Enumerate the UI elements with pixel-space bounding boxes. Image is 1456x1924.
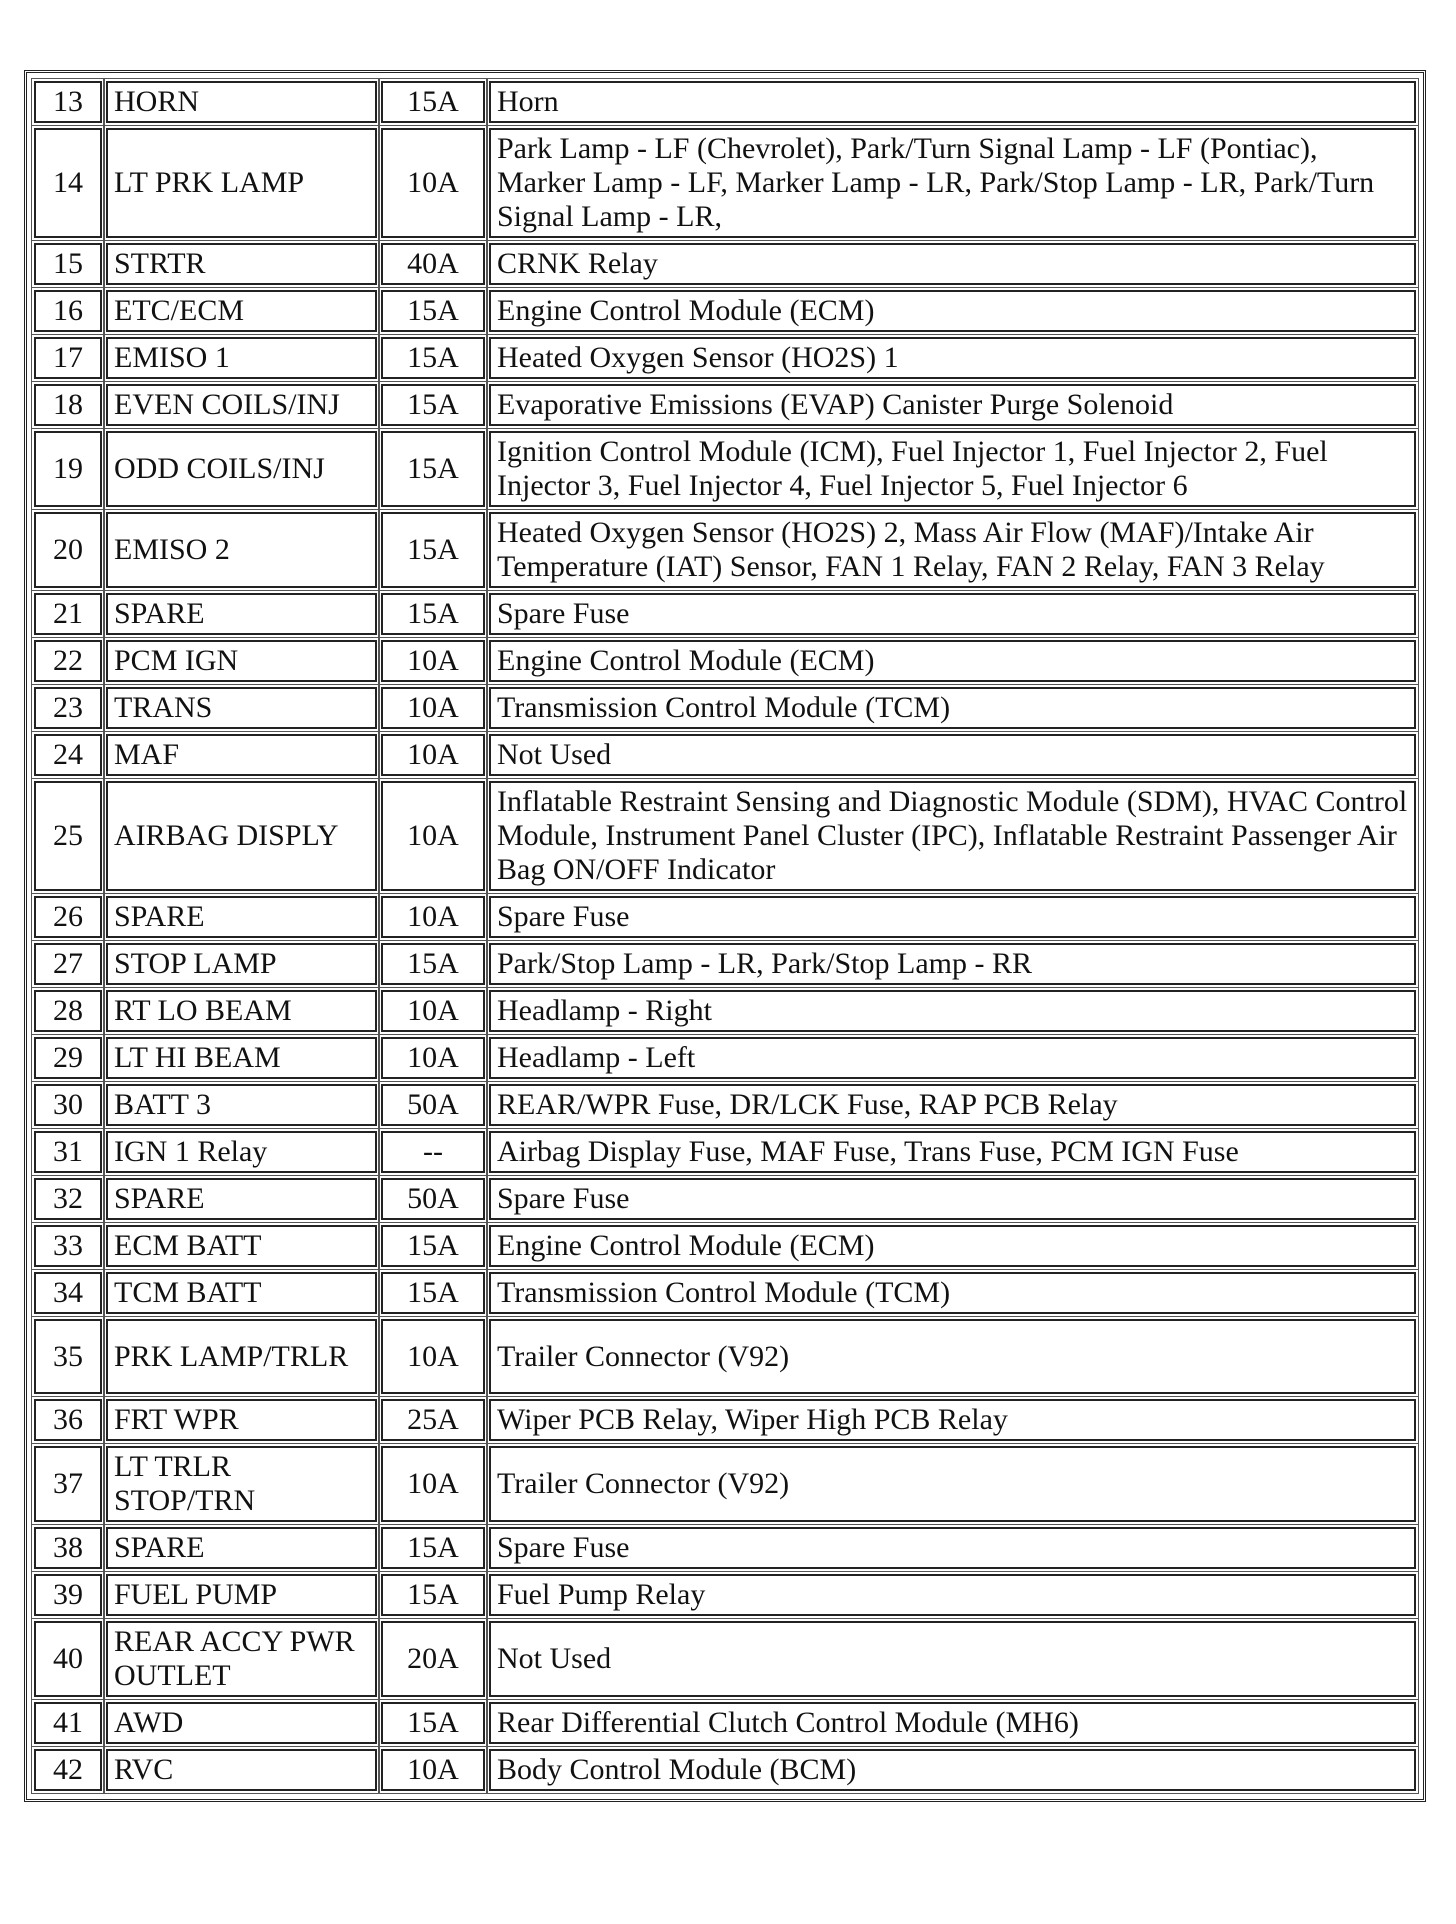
fuse-number: 30 (34, 1084, 102, 1126)
fuse-description: Heated Oxygen Sensor (HO2S) 1 (489, 337, 1416, 379)
fuse-rating: -- (381, 1131, 485, 1173)
table-row (34, 781, 1416, 891)
fuse-name: SPARE (106, 1178, 377, 1220)
fuse-description: CRNK Relay (489, 243, 1416, 285)
table-row (34, 593, 1416, 635)
table-row (34, 1037, 1416, 1079)
table-row (34, 943, 1416, 985)
fuse-number: 20 (34, 512, 102, 588)
fuse-name: STRTR (106, 243, 377, 285)
fuse-number: 31 (34, 1131, 102, 1173)
fuse-rating: 15A (381, 81, 485, 123)
fuse-rating: 10A (381, 640, 485, 682)
fuse-name: SPARE (106, 593, 377, 635)
table-row (34, 1621, 1416, 1697)
fuse-rating: 10A (381, 687, 485, 729)
fuse-rating: 10A (381, 1446, 485, 1522)
table-row (34, 687, 1416, 729)
fuse-number: 41 (34, 1702, 102, 1744)
fuse-number: 42 (34, 1749, 102, 1791)
table-row (34, 81, 1416, 123)
table-row (34, 1702, 1416, 1744)
fuse-description: Horn (489, 81, 1416, 123)
fuse-number: 37 (34, 1446, 102, 1522)
table-row (34, 1225, 1416, 1267)
fuse-rating: 15A (381, 943, 485, 985)
fuse-description: Ignition Control Module (ICM), Fuel Injector 1, Fuel Injector 2, Fuel Injector 3, Fuel Injector 4, Fuel Injector 5, Fuel Injector 6 (489, 431, 1416, 507)
fuse-description: Transmission Control Module (TCM) (489, 687, 1416, 729)
fuse-table (30, 76, 1420, 1796)
fuse-name: ETC/ECM (106, 290, 377, 332)
table-row (34, 734, 1416, 776)
fuse-name: IGN 1 Relay (106, 1131, 377, 1173)
table-row (34, 243, 1416, 285)
fuse-description: Body Control Module (BCM) (489, 1749, 1416, 1791)
table-row (34, 1178, 1416, 1220)
fuse-name: PRK LAMP/TRLR (106, 1319, 377, 1394)
fuse-number: 13 (34, 81, 102, 123)
table-row (34, 1399, 1416, 1441)
fuse-rating: 15A (381, 1225, 485, 1267)
fuse-description: Trailer Connector (V92) (489, 1319, 1416, 1394)
table-row (34, 1749, 1416, 1791)
fuse-description: Headlamp - Left (489, 1037, 1416, 1079)
fuse-description: Evaporative Emissions (EVAP) Canister Purge Solenoid (489, 384, 1416, 426)
fuse-name: MAF (106, 734, 377, 776)
table-row (34, 1574, 1416, 1616)
fuse-rating: 40A (381, 243, 485, 285)
table-row (34, 431, 1416, 507)
table-row (34, 1319, 1416, 1394)
fuse-description: Wiper PCB Relay, Wiper High PCB Relay (489, 1399, 1416, 1441)
fuse-rating: 20A (381, 1621, 485, 1697)
fuse-number: 19 (34, 431, 102, 507)
fuse-description: Rear Differential Clutch Control Module (MH6) (489, 1702, 1416, 1744)
fuse-description: Inflatable Restraint Sensing and Diagnostic Module (SDM), HVAC Control Module, Instrument Panel Cluster (IPC), Inflatable Restraint Passenger Air Bag ON/OFF Indicator (489, 781, 1416, 891)
fuse-description: Spare Fuse (489, 1178, 1416, 1220)
fuse-name: FRT WPR (106, 1399, 377, 1441)
fuse-number: 40 (34, 1621, 102, 1697)
fuse-rating: 10A (381, 990, 485, 1032)
fuse-description: Engine Control Module (ECM) (489, 640, 1416, 682)
fuse-name: EMISO 1 (106, 337, 377, 379)
fuse-number: 16 (34, 290, 102, 332)
fuse-number: 28 (34, 990, 102, 1032)
fuse-rating: 15A (381, 1574, 485, 1616)
fuse-rating: 25A (381, 1399, 485, 1441)
fuse-number: 24 (34, 734, 102, 776)
fuse-rating: 15A (381, 290, 485, 332)
fuse-name: AIRBAG DISPLY (106, 781, 377, 891)
fuse-rating: 15A (381, 593, 485, 635)
fuse-description: Heated Oxygen Sensor (HO2S) 2, Mass Air Flow (MAF)/Intake Air Temperature (IAT) Sensor, FAN 1 Relay, FAN 2 Relay, FAN 3 Relay (489, 512, 1416, 588)
fuse-rating: 10A (381, 128, 485, 238)
fuse-name: HORN (106, 81, 377, 123)
fuse-description: Engine Control Module (ECM) (489, 290, 1416, 332)
fuse-rating: 15A (381, 1272, 485, 1314)
fuse-description: Not Used (489, 1621, 1416, 1697)
table-row (34, 290, 1416, 332)
table-row (34, 512, 1416, 588)
fuse-rating: 10A (381, 1037, 485, 1079)
table-row (34, 1131, 1416, 1173)
fuse-description: Headlamp - Right (489, 990, 1416, 1032)
table-row (34, 1446, 1416, 1522)
fuse-number: 18 (34, 384, 102, 426)
table-row (34, 990, 1416, 1032)
fuse-name: BATT 3 (106, 1084, 377, 1126)
fuse-description: Fuel Pump Relay (489, 1574, 1416, 1616)
fuse-rating: 50A (381, 1178, 485, 1220)
fuse-description: Park/Stop Lamp - LR, Park/Stop Lamp - RR (489, 943, 1416, 985)
fuse-number: 25 (34, 781, 102, 891)
table-row (34, 1272, 1416, 1314)
fuse-rating: 10A (381, 734, 485, 776)
fuse-number: 33 (34, 1225, 102, 1267)
fuse-description: Spare Fuse (489, 1527, 1416, 1569)
fuse-rating: 10A (381, 1319, 485, 1394)
table-row (34, 896, 1416, 938)
fuse-name: FUEL PUMP (106, 1574, 377, 1616)
fuse-number: 23 (34, 687, 102, 729)
fuse-table-frame (24, 70, 1426, 1802)
fuse-name: ODD COILS/INJ (106, 431, 377, 507)
fuse-number: 21 (34, 593, 102, 635)
fuse-name: RVC (106, 1749, 377, 1791)
fuse-number: 34 (34, 1272, 102, 1314)
fuse-number: 27 (34, 943, 102, 985)
fuse-name: PCM IGN (106, 640, 377, 682)
fuse-name: EMISO 2 (106, 512, 377, 588)
fuse-rating: 10A (381, 781, 485, 891)
fuse-rating: 15A (381, 1702, 485, 1744)
fuse-name: LT TRLR STOP/TRN (106, 1446, 377, 1522)
fuse-description: Not Used (489, 734, 1416, 776)
fuse-number: 15 (34, 243, 102, 285)
fuse-rating: 10A (381, 896, 485, 938)
fuse-name: TRANS (106, 687, 377, 729)
fuse-name: RT LO BEAM (106, 990, 377, 1032)
fuse-name: TCM BATT (106, 1272, 377, 1314)
fuse-name: AWD (106, 1702, 377, 1744)
fuse-name: SPARE (106, 1527, 377, 1569)
fuse-number: 32 (34, 1178, 102, 1220)
fuse-description: REAR/WPR Fuse, DR/LCK Fuse, RAP PCB Relay (489, 1084, 1416, 1126)
fuse-description: Spare Fuse (489, 896, 1416, 938)
fuse-description: Transmission Control Module (TCM) (489, 1272, 1416, 1314)
fuse-rating: 15A (381, 384, 485, 426)
fuse-name: REAR ACCY PWR OUTLET (106, 1621, 377, 1697)
fuse-name: EVEN COILS/INJ (106, 384, 377, 426)
table-row (34, 128, 1416, 238)
fuse-number: 17 (34, 337, 102, 379)
fuse-number: 14 (34, 128, 102, 238)
table-row (34, 1084, 1416, 1126)
fuse-description: Airbag Display Fuse, MAF Fuse, Trans Fuse, PCM IGN Fuse (489, 1131, 1416, 1173)
fuse-rating: 10A (381, 1749, 485, 1791)
fuse-name: ECM BATT (106, 1225, 377, 1267)
fuse-number: 35 (34, 1319, 102, 1394)
table-row (34, 384, 1416, 426)
table-row (34, 640, 1416, 682)
fuse-number: 26 (34, 896, 102, 938)
fuse-rating: 15A (381, 337, 485, 379)
fuse-number: 38 (34, 1527, 102, 1569)
fuse-name: LT HI BEAM (106, 1037, 377, 1079)
table-row (34, 337, 1416, 379)
fuse-description: Spare Fuse (489, 593, 1416, 635)
fuse-rating: 15A (381, 512, 485, 588)
fuse-number: 29 (34, 1037, 102, 1079)
fuse-number: 36 (34, 1399, 102, 1441)
fuse-number: 22 (34, 640, 102, 682)
fuse-name: LT PRK LAMP (106, 128, 377, 238)
fuse-number: 39 (34, 1574, 102, 1616)
fuse-name: SPARE (106, 896, 377, 938)
table-row (34, 1527, 1416, 1569)
fuse-description: Engine Control Module (ECM) (489, 1225, 1416, 1267)
fuse-rating: 50A (381, 1084, 485, 1126)
fuse-rating: 15A (381, 431, 485, 507)
fuse-rating: 15A (381, 1527, 485, 1569)
fuse-description: Trailer Connector (V92) (489, 1446, 1416, 1522)
fuse-description: Park Lamp - LF (Chevrolet), Park/Turn Signal Lamp - LF (Pontiac), Marker Lamp - LF, Marker Lamp - LR, Park/Stop Lamp - LR, Park/Turn Signal Lamp - LR, (489, 128, 1416, 238)
fuse-name: STOP LAMP (106, 943, 377, 985)
